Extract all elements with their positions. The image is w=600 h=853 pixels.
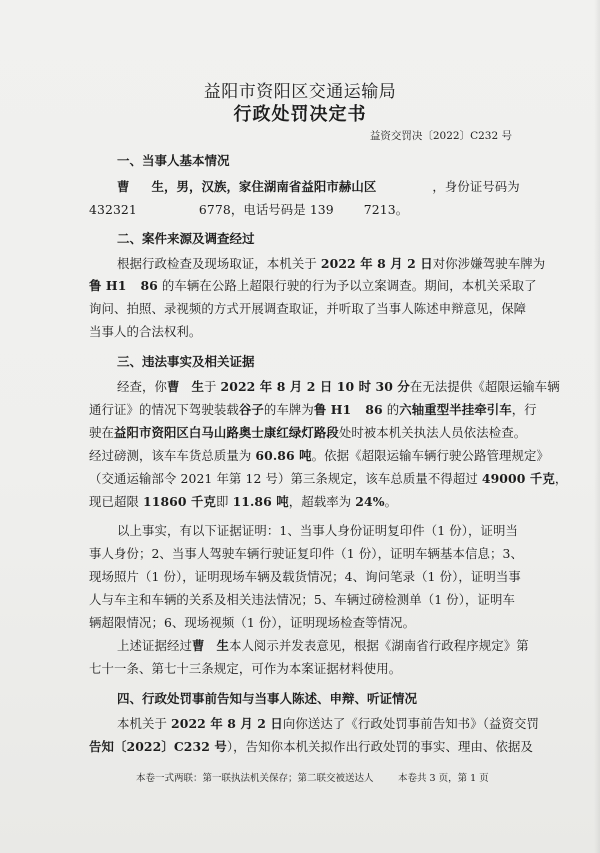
violation-time: 2022 年 8 月 2 日 10 时 30 分 xyxy=(220,379,410,394)
facts-text-15: 即 xyxy=(216,494,233,509)
facts-line-5 xyxy=(89,469,567,487)
vehicle-type: 六轴重型半挂牵引车 xyxy=(399,402,512,417)
facts-text-8: 驶在 xyxy=(89,425,114,440)
notice-line-2 xyxy=(89,737,533,755)
case-date: 2022 年 8 月 2 日 xyxy=(320,256,433,271)
document-title: 行政处罚决定书 xyxy=(233,104,367,125)
facts-text-4: 通行证》的情况下驾驶装载 xyxy=(89,402,239,417)
cargo: 谷子 xyxy=(238,402,264,417)
plate-suffix-2: 86 xyxy=(365,402,383,417)
party-given-2: 生 xyxy=(191,379,204,394)
case-source-text: 根据行政检查及现场取证，本机关于 xyxy=(117,256,321,271)
id-label: ，身份证号码为 xyxy=(432,179,520,194)
notice-line-1 xyxy=(117,714,539,732)
notice-number: 告知〔2022〕C232 号 xyxy=(89,739,227,754)
case-source-line-2 xyxy=(89,276,537,294)
case-source-line-1 xyxy=(117,254,545,272)
plate-prefix-2: 鲁 H1 xyxy=(313,402,352,417)
facts-text-10: 经过磅测，该车车货总质量为 xyxy=(89,448,256,463)
conclusion-text-2: 本人阅示并发表意见，根据《湖南省行政程序规定》第 xyxy=(228,638,529,653)
notice-text-3: ），告知你本机关拟作出行政处罚的事实、理由、依据及 xyxy=(226,739,533,754)
page-edge-shadow xyxy=(594,0,600,853)
facts-text-2: 于 xyxy=(203,379,221,394)
evidence-line-5: 辆超限情况；6、现场视频（1 份），证明现场检查等情况。 xyxy=(89,615,416,630)
overload-rate: 24% xyxy=(355,494,385,509)
id-phone: 6778，电话号码是 139 xyxy=(198,202,334,217)
section-4-heading: 四、行政处罚事前告知与当事人陈述、申辩、听证情况 xyxy=(117,691,418,706)
section-3-heading: 三、违法事实及相关证据 xyxy=(117,354,255,369)
weight-limit: 49000 千克 xyxy=(481,471,555,486)
facts-text-9: 处时被本机关执法人员依法检查。 xyxy=(338,425,527,440)
facts-text-7: ，行 xyxy=(511,402,537,417)
total-weight: 60.86 吨 xyxy=(255,448,312,463)
party-surname: 曹 xyxy=(117,179,130,194)
conclusion-line-2: 七十一条、第七十三条规定，可作为本案证据材料使用。 xyxy=(89,661,402,676)
evidence-line-1: 以上事实，有以下证据证明：1、当事人身份证明复印件（1 份），证明当 xyxy=(117,523,519,538)
case-source-line-4: 当事人的合法权利。 xyxy=(89,324,202,339)
section-2-heading: 二、案件来源及调查经过 xyxy=(117,231,255,246)
footer-page-count: 本卷共 3 页，第 1 页 xyxy=(398,773,489,784)
case-source-text-3: 的车辆在公路上超限行驶的行为予以立案调查。期间，本机关采取了 xyxy=(157,278,537,293)
facts-line-2 xyxy=(89,400,537,418)
violation-location: 益阳市资阳区白马山路奥士康红绿灯路段 xyxy=(113,425,339,440)
party-given-3: 生 xyxy=(216,638,229,653)
evidence-line-4: 人与车主和车辆的关系及相关违法情况；5、车辆过磅检测单（1 份），证明车 xyxy=(89,592,515,607)
conclusion-text: 上述证据经过 xyxy=(117,638,192,653)
evidence-line-3: 现场照片（1 份），证明现场车辆及载货情况；4、询问笔录（1 份），证明当事 xyxy=(89,569,521,584)
facts-text-6: 的 xyxy=(382,402,400,417)
case-source-text-2: 对你涉嫌驾驶车牌为 xyxy=(432,256,546,271)
facts-text: 经查，你 xyxy=(117,379,167,394)
facts-text-12: （交通运输部令 2021 年第 12 号）第三条规定，该车总质量不得超过 xyxy=(89,471,482,486)
party-surname-3: 曹 xyxy=(191,638,205,653)
notice-text: 本机关于 xyxy=(117,716,172,731)
facts-text-11: 。依据《超限运输车辆行驶公路管理规定》 xyxy=(311,448,549,463)
party-address: 湖南省益阳市赫山区 xyxy=(263,179,377,194)
case-source-line-3: 询问、拍照、录视频的方式开展调查取证，并听取了当事人陈述申辩意见，保障 xyxy=(89,301,527,316)
document-number: 益资交罚决〔2022〕C232 号 xyxy=(369,130,512,142)
phone-suffix: 7213。 xyxy=(363,202,409,217)
notice-date: 2022 年 8 月 2 日 xyxy=(171,716,283,731)
facts-text-13: ， xyxy=(554,471,568,486)
party-info-line-1 xyxy=(117,177,520,195)
facts-text-3: 在无法提供《超限运输车辆 xyxy=(409,379,560,394)
overload-ton: 11.86 吨 xyxy=(232,494,289,509)
party-info-line-2 xyxy=(89,200,408,218)
facts-text-14: 现已超限 xyxy=(89,494,144,509)
facts-line-1 xyxy=(117,377,560,395)
evidence-line-2: 事人身份；2、当事人驾驶车辆行驶证复印件（1 份），证明车辆基本信息；3、 xyxy=(89,546,523,561)
notice-text-2: 向你送达了《行政处罚事前告知书》（益资交罚 xyxy=(282,716,539,731)
footer-copies-note: 本卷一式两联：第一联执法机关保存；第二联交被送达人 xyxy=(136,773,374,784)
facts-text-17: 。 xyxy=(384,494,398,509)
id-number-prefix: 432321 xyxy=(89,202,137,217)
party-details: 生，男，汉族，家住 xyxy=(151,179,264,194)
section-1-heading: 一、当事人基本情况 xyxy=(117,153,230,168)
facts-text-5: 的车牌为 xyxy=(263,402,314,417)
facts-text-16: ，超载率为 xyxy=(288,494,356,509)
conclusion-line-1 xyxy=(117,636,529,654)
facts-line-3 xyxy=(89,423,526,441)
plate-prefix: 鲁 H1 xyxy=(89,278,127,293)
party-surname-2: 曹 xyxy=(166,379,180,394)
facts-line-4 xyxy=(89,446,549,464)
plate-suffix: 86 xyxy=(140,278,158,293)
overload-kg: 11860 千克 xyxy=(143,494,217,509)
issuing-organization: 益阳市资阳区交通运输局 xyxy=(203,82,397,102)
facts-line-6 xyxy=(89,492,397,510)
